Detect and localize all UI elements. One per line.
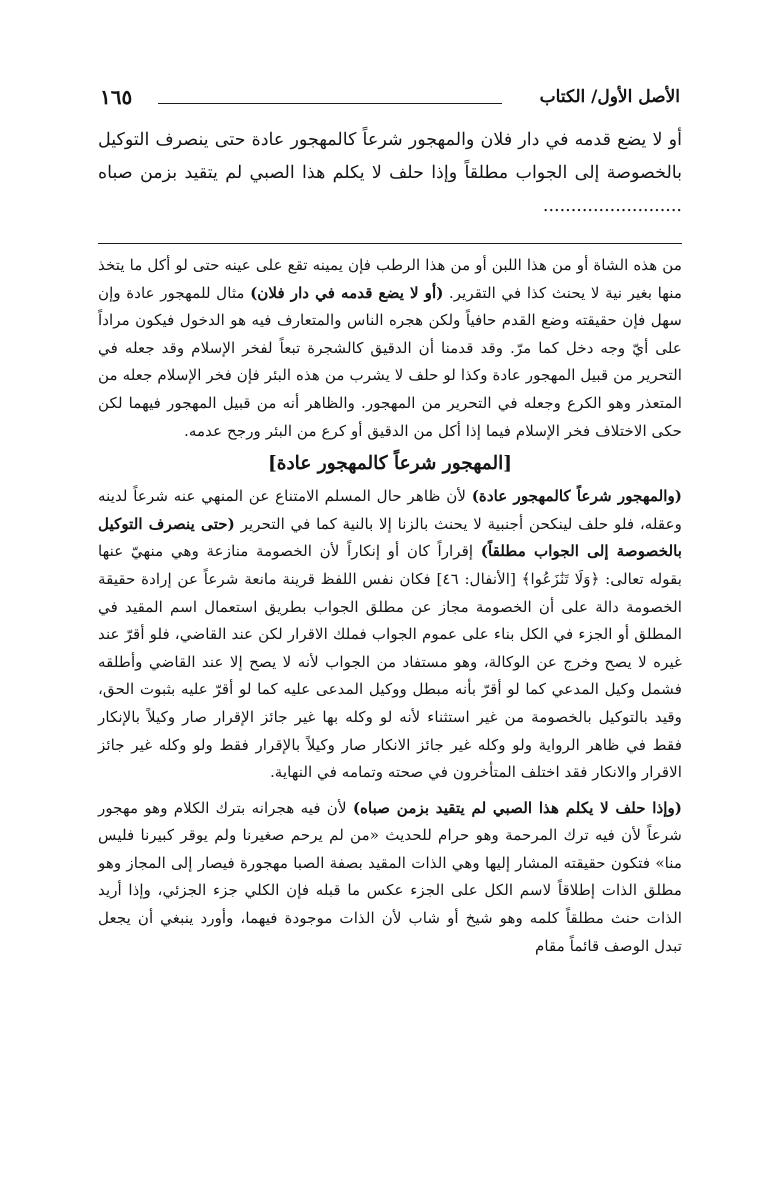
quoted-matn: (والمهجور شرعاً كالمهجور عادة)	[471, 487, 682, 506]
section-heading: [المهجور شرعاً كالمهجور عادة]	[268, 453, 512, 475]
quoted-matn: (وإذا حلف لا يكلم هذا الصبي لم يتقيد بزمن صباه)	[352, 798, 682, 817]
main-text-dots: .........................	[542, 196, 682, 216]
main-text-block	[98, 124, 682, 223]
commentary-paragraph-3	[98, 795, 682, 961]
commentary-text: لأن ظاهر حال المسلم الامتناع عن المنهي عنه شرعاً لدينه وعقله، فلو حلف لينكحن أجنبية لا يحنث بالزنا إلا بالنية كما في التحرير	[98, 487, 682, 533]
commentary-paragraph-2	[98, 483, 682, 787]
main-commentary-divider	[98, 243, 682, 244]
quoted-matn: (أو لا يضع قدمه في دار فلان)	[250, 283, 444, 302]
running-header	[100, 84, 680, 112]
quoted-matn: (حتى ينصرف التوكيل بالخصوصة إلى الجواب مطلقاً)	[98, 514, 682, 561]
commentary-paragraph-1	[98, 252, 682, 445]
main-text: أو لا يضع قدمه في دار فلان والمهجور شرعاً كالمهجور عادة حتى ينصرف التوكيل بالخصوصة إلى الجواب مطلقاً وإذا حلف لا يكلم هذا الصبي لم يتقيد بزمن صباه	[98, 130, 682, 183]
running-title: الأصل الأول/ الكتاب	[539, 87, 680, 107]
header-rule	[158, 103, 502, 104]
commentary-text: إقراراً كان أو إنكاراً لأن الخصومة منازعة وهي منهيّ عنها بقوله تعالى: ﴿وَلَا تَنَٰزَعُوا﴾ [الأنفال: ٤٦] فكان نفس اللفظ قرينة مانعة شرعاً عن إرادة حقيقة الخصومة دالة على أن الخصومة مجاز عن مطلق الجواب بطريق استعمال اسم المقيد في المطلق أو الجزء في الكل بناء على عموم الجواب فملك الاقرار لكن عند القاضي، فلو أقرّ عند غيره لا يصح وخرج عن الوكالة، وهو مستفاد من الجواب لأنه لا يصح إلا عند القاضي وأطلقه فشمل وكيل المدعي كما لو أقرّ بأنه مبطل ووكيل المدعى عليه كما لو أقرّ عليه بثبوت الحق، وقيد بالتوكيل بالخصومة من غير استثناء لأنه لو وكله بها غير جائز الإقرار صار وكيلاً بالإنكار فقط في ظاهر الرواية ولو وكله غير جائز الانكار صار وكيلاً بالإقرار فقط ولو وكله غير جائز الاقرار والانكار فقد اختلف المتأخرون في صحته وتمامه في النهاية.	[98, 542, 682, 782]
page-number: ١٦٥	[100, 85, 133, 109]
commentary-block	[98, 252, 682, 960]
commentary-text: من هذه الشاة أو من هذا اللبن أو من هذا الرطب فإن يمينه تقع على عينه حتى لو أكل ما يتخذ منها بغير نية لا يحنث كذا في التقرير.	[98, 256, 682, 302]
commentary-text: لأن فيه هجرانه بترك الكلام وهو مهجور شرعاً لأن فيه ترك المرحمة وهو حرام للحديث «من لم يرحم صغيرنا ولم يوقر كبيرنا فليس منا» فتكون حقيقته المشار إليها وهي الذات المقيد بصفة الصبا مهجورة فيصار إلى المجاز وهو مطلق الذات إطلاقاً لاسم الكل على الجزء عكس ما قبله فإن الكلي جزء الجزئي، وإذا أريد الذات حنث مطلقاً كلمه وهو شيخ أو شاب لأن الذات موجودة فيهما، وأورد ينبغي أن يجعل تبدل الوصف قائماً مقام	[98, 798, 682, 955]
main-text-paragraph	[98, 124, 682, 223]
commentary-text: مثال للمهجور عادة وإن سهل فإن حقيقته وضع القدم حافياً ولكن هجره الناس والمتعارف فيه هو الدخول فيكون مراداً على أيّ وجه دخل كما مرّ. وقد قدمنا أن الدقيق كالشجرة تبعاً لفخر الإسلام وقد جعله في التحرير من قبيل المهجور عادة وكذا لو حلف لا يشرب من هذه البئر فإن فخر الإسلام جعله من المتعذر وهو الكرع وجعله في التحرير من المهجور. والظاهر أنه من قبيل المهجور فيهما لكن حكى الاختلاف فخر الإسلام فيما إذا أكل من الدقيق أو كرع من البئر ورجح عدمه.	[98, 283, 682, 440]
